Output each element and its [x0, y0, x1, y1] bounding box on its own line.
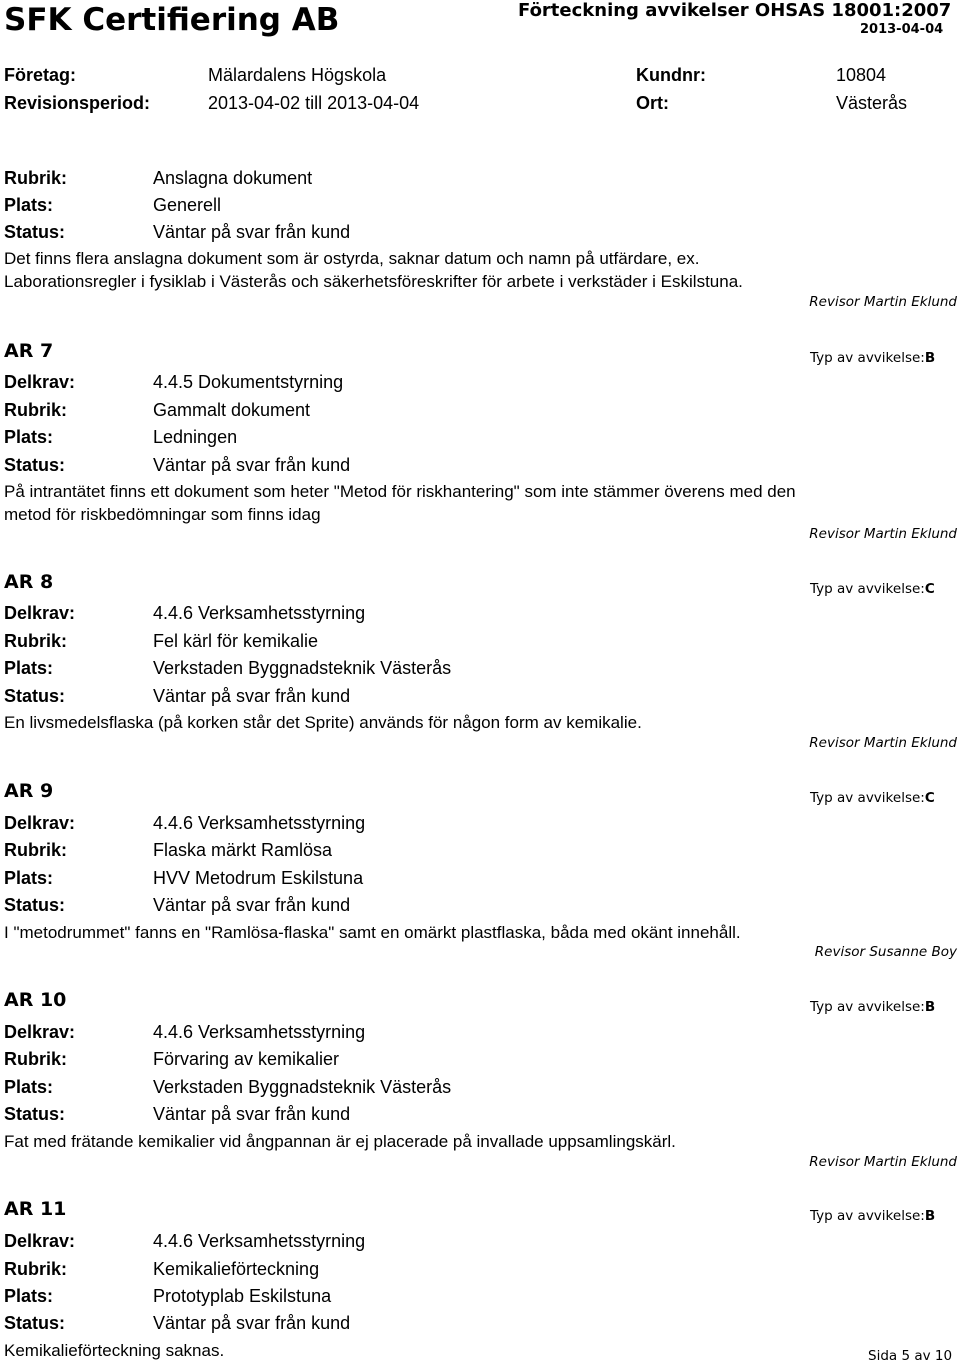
rubrik-label: Rubrik:	[4, 1049, 67, 1069]
status-label: Status:	[4, 222, 66, 242]
plats-label: Plats:	[4, 1077, 54, 1097]
finding-title: AR 8	[4, 571, 54, 593]
kundnr-value: 10804	[836, 65, 887, 85]
plats-label: Plats:	[4, 658, 54, 678]
kundnr-label: Kundnr:	[636, 65, 706, 85]
ort-value: Västerås	[836, 93, 908, 113]
status-label: Status:	[4, 1104, 66, 1124]
revisor-name: Revisor Martin Eklund	[809, 735, 957, 751]
status-label: Status:	[4, 895, 66, 915]
rubrik-value: Flaska märkt Ramlösa	[153, 840, 333, 860]
description-line: Det finns flera anslagna dokument som är ostyrda, saknar datum och namn på utfärdare, ex.	[4, 249, 700, 268]
rubrik-label: Rubrik:	[4, 400, 67, 420]
delkrav-value: 4.4.6 Verksamhetsstyrning	[153, 1231, 366, 1251]
rubrik-label: Rubrik:	[4, 168, 67, 188]
rubrik-label: Rubrik:	[4, 840, 67, 860]
status-label: Status:	[4, 1313, 66, 1333]
status-value: Väntar på svar från kund	[153, 1104, 351, 1124]
rubrik-label: Rubrik:	[4, 631, 67, 651]
delkrav-label: Delkrav:	[4, 603, 76, 623]
revisor-name: Revisor Martin Eklund	[809, 294, 957, 310]
period-value: 2013-04-02 till 2013-04-04	[208, 93, 420, 113]
finding-title: AR 9	[4, 780, 54, 802]
delkrav-label: Delkrav:	[4, 1231, 76, 1251]
deviation-type	[810, 350, 935, 366]
description-line: Laborationsregler i fysiklab i Västerås och säkerhetsföreskrifter för arbete i verkstäder i Eskilstuna.	[4, 272, 743, 291]
deviation-type-label: Typ av avvikelse:	[810, 1208, 925, 1224]
deviation-type-value: B	[924, 350, 936, 366]
plats-value: Verkstaden Byggnadsteknik Västerås	[153, 1077, 452, 1097]
ort-label: Ort:	[636, 93, 669, 113]
status-value: Väntar på svar från kund	[153, 455, 351, 475]
rubrik-value: Gammalt dokument	[153, 400, 311, 420]
deviation-type-label: Typ av avvikelse:	[810, 999, 925, 1015]
rubrik-value: Anslagna dokument	[153, 168, 313, 188]
rubrik-value: Förvaring av kemikalier	[153, 1049, 340, 1069]
document-title: Förteckning avvikelser OHSAS 18001:2007	[518, 0, 952, 21]
description-line: Kemikalieförteckning saknas.	[4, 1341, 225, 1360]
deviation-type-value: C	[924, 790, 935, 806]
status-label: Status:	[4, 455, 66, 475]
delkrav-label: Delkrav:	[4, 372, 76, 392]
delkrav-value: 4.4.6 Verksamhetsstyrning	[153, 813, 366, 833]
rubrik-value: Fel kärl för kemikalie	[153, 631, 319, 651]
description-line: På intrantätet finns ett dokument som heter "Metod för riskhantering" som inte stämmer överens med den	[4, 482, 796, 501]
deviation-type-label: Typ av avvikelse:	[810, 790, 925, 806]
deviation-type	[810, 1208, 935, 1224]
rubrik-label: Rubrik:	[4, 1259, 67, 1279]
page-number: Sida 5 av 10	[868, 1348, 953, 1364]
finding-title: AR 7	[4, 340, 54, 362]
deviation-type	[810, 999, 935, 1015]
status-value: Väntar på svar från kund	[153, 1313, 351, 1333]
deviation-type-value: C	[924, 581, 935, 597]
status-value: Väntar på svar från kund	[153, 895, 351, 915]
plats-value: Prototyplab Eskilstuna	[153, 1286, 332, 1306]
foretag-value: Mälardalens Högskola	[208, 65, 387, 85]
deviation-type-label: Typ av avvikelse:	[810, 350, 925, 366]
plats-value: Verkstaden Byggnadsteknik Västerås	[153, 658, 452, 678]
status-value: Väntar på svar från kund	[153, 222, 351, 242]
revisor-name: Revisor Martin Eklund	[809, 526, 957, 542]
rubrik-value: Kemikalieförteckning	[153, 1259, 320, 1279]
revisor-name: Revisor Martin Eklund	[809, 1154, 957, 1170]
foretag-label: Företag:	[4, 65, 76, 85]
deviation-type	[810, 581, 935, 597]
status-label: Status:	[4, 686, 66, 706]
finding-title: AR 10	[4, 989, 67, 1011]
plats-label: Plats:	[4, 195, 54, 215]
deviation-type-label: Typ av avvikelse:	[810, 581, 925, 597]
revisor-name: Revisor Susanne Boy	[814, 944, 957, 960]
delkrav-value: 4.4.6 Verksamhetsstyrning	[153, 1022, 366, 1042]
plats-label: Plats:	[4, 427, 54, 447]
plats-label: Plats:	[4, 868, 54, 888]
description-line: metod för riskbedömningar som finns idag	[4, 505, 321, 524]
plats-value: Generell	[153, 195, 222, 215]
deviation-type	[810, 790, 935, 806]
period-label: Revisionsperiod:	[4, 93, 151, 113]
plats-label: Plats:	[4, 1286, 54, 1306]
plats-value: HVV Metodrum Eskilstuna	[153, 868, 364, 888]
delkrav-value: 4.4.6 Verksamhetsstyrning	[153, 603, 366, 623]
delkrav-label: Delkrav:	[4, 1022, 76, 1042]
description-line: En livsmedelsflaska (på korken står det Sprite) används för någon form av kemikalie.	[4, 713, 642, 732]
status-value: Väntar på svar från kund	[153, 686, 351, 706]
delkrav-label: Delkrav:	[4, 813, 76, 833]
plats-value: Ledningen	[153, 427, 238, 447]
company-title: SFK Certifiering AB	[4, 2, 340, 38]
deviation-type-value: B	[924, 1208, 936, 1224]
description-line: Fat med frätande kemikalier vid ångpannan är ej placerade på invallade uppsamlingskärl.	[4, 1132, 676, 1151]
document-date: 2013-04-04	[860, 22, 944, 37]
description-line: I "metodrummet" fanns en "Ramlösa-flaska" samt en omärkt plastflaska, båda med okänt innehåll.	[4, 923, 741, 942]
delkrav-value: 4.4.5 Dokumentstyrning	[153, 372, 344, 392]
deviation-type-value: B	[924, 999, 936, 1015]
finding-title: AR 11	[4, 1198, 67, 1220]
